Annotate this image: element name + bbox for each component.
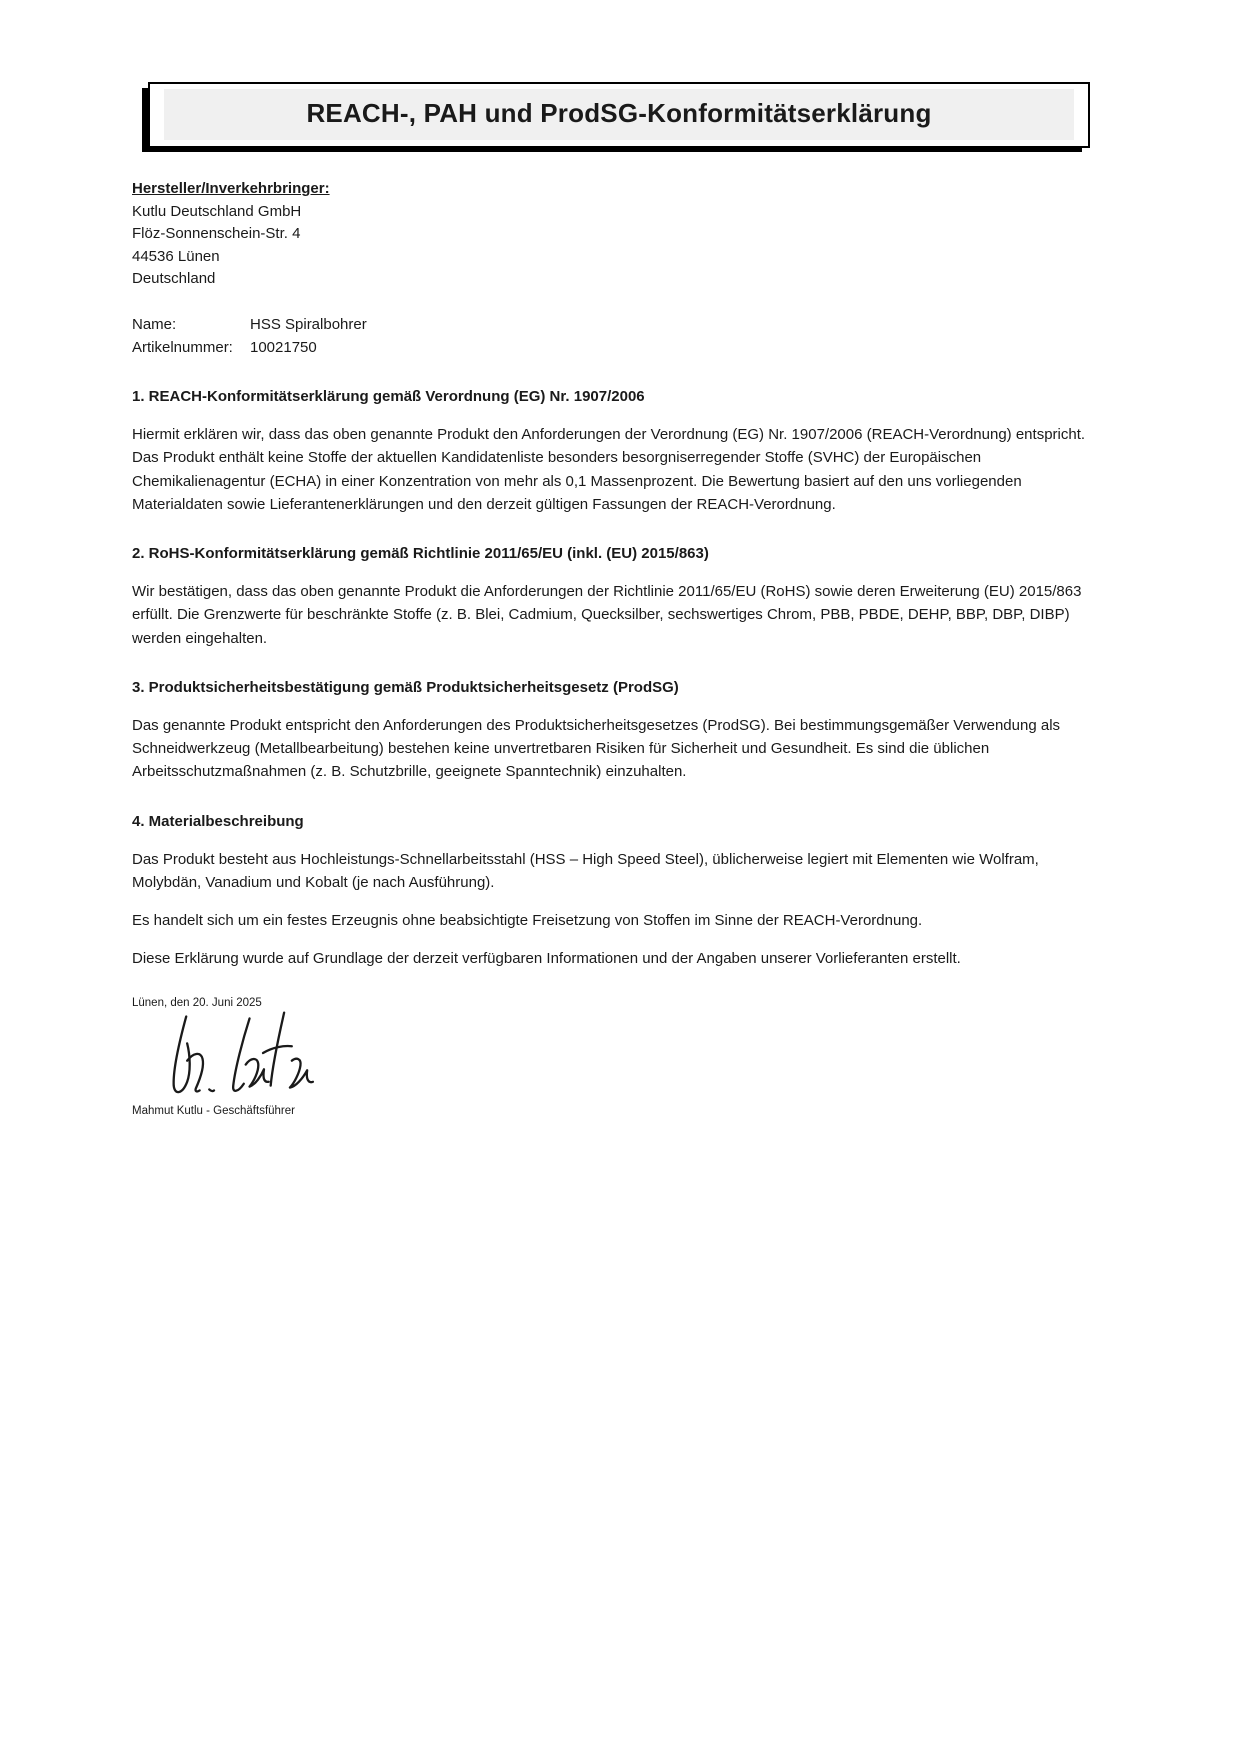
product-info (132, 313, 1110, 360)
signature (154, 1005, 1110, 1101)
section-reach-paragraph: Hiermit erklären wir, dass das oben genannte Produkt den Anforderungen der Verordnung (EG) Nr. 1907/2006 (REACH-Verordnung) entspricht. Das Produkt enthält keine Stoffe der aktuellen Kandidatenliste besonders besorgniserregender Stoffe (SVHC) der Europäischen Chemikalienagentur (ECHA) in einer Konzentration von mehr als 0,1 Massenprozent. Die Bewertung basiert auf den uns vorliegenden Materialdaten sowie Lieferantenerklärungen und den derzeit gültigen Fassungen der REACH-Verordnung. (132, 426, 1086, 513)
manufacturer-company: Kutlu Deutschland GmbH (132, 202, 302, 220)
section-material-paragraph-1: Das Produkt besteht aus Hochleistungs-Schnellarbeitsstahl (HSS – High Speed Steel), üblicherweise legiert mit Elementen wie Wolfram, Molybdän, Vanadium und Kobalt (je nach Ausführung). (132, 850, 1039, 891)
section-reach (132, 386, 1110, 516)
manufacturer-label: Hersteller/Inverkehrbringer: (132, 180, 330, 197)
product-name-label: Name: (132, 315, 177, 333)
manufacturer-country: Deutschland (132, 270, 216, 287)
section-rohs-paragraph: Wir bestätigen, dass das oben genannte Produkt die Anforderungen der Richtlinie 2011/65/EU (RoHS) sowie deren Erweiterung (EU) 2015/863 erfüllt. Die Grenzwerte für beschränkte Stoffe (z. B. Blei, Cadmium, Quecksilber, sechswertiges Chrom, PBB, PBDE, DEHP, BBP, DBP, DIBP) werden eingehalten. (132, 583, 1082, 647)
section-rohs-heading: 2. RoHS-Konformitätserklärung gemäß Richtlinie 2011/65/EU (inkl. (EU) 2015/863) (132, 545, 709, 562)
product-name-row (132, 313, 1110, 336)
page-title: REACH-, PAH und ProdSG-Konformitätserklärung (164, 89, 1074, 140)
section-prodsg-heading: 3. Produktsicherheitsbestätigung gemäß Produktsicherheitsgesetz (ProdSG) (132, 678, 679, 696)
product-name-value: HSS Spiralbohrer (250, 315, 367, 333)
product-article-row (132, 336, 1110, 359)
section-reach-heading: 1. REACH-Konformitätserklärung gemäß Verordnung (EG) Nr. 1907/2006 (132, 388, 645, 405)
section-prodsg (132, 677, 1110, 784)
section-material-paragraph-2: Es handelt sich um ein festes Erzeugnis ohne beabsichtigte Freisetzung von Stoffen im Sinne der REACH-Verordnung. (132, 912, 923, 929)
section-rohs (132, 543, 1110, 650)
section-material (132, 811, 1110, 971)
signer-name: Mahmut Kutlu - Geschäftsführer (132, 1104, 295, 1117)
section-material-paragraph-3: Diese Erklärung wurde auf Grundlage der derzeit verfügbaren Informationen und der Angaben unserer Vorlieferanten erstellt. (132, 950, 961, 968)
manufacturer-street: Flöz-Sonnenschein-Str. 4 (132, 225, 301, 242)
product-article-value: 10021750 (250, 338, 317, 356)
manufacturer-block (132, 178, 1110, 291)
signature-icon (154, 1005, 324, 1101)
manufacturer-city: 44536 Lünen (132, 247, 220, 265)
section-prodsg-paragraph: Das genannte Produkt entspricht den Anforderungen des Produktsicherheitsgesetzes (ProdSG). Bei bestimmungsgemäßer Verwendung als Schneidwerkzeug (Metallbearbeitung) bestehen keine unvertretbaren Risiken für Sicherheit und Gesundheit. Es sind die üblichen Arbeitsschutzmaßnahmen (z. B. Schutzbrille, geeignete Spanntechnik) einzuhalten. (132, 716, 1061, 781)
section-material-heading: 4. Materialbeschreibung (132, 812, 304, 830)
closing-block (132, 995, 1110, 1119)
product-article-label: Artikelnummer: (132, 338, 233, 356)
title-box (148, 82, 1090, 148)
place-date: Lünen, den 20. Juni 2025 (132, 996, 262, 1009)
